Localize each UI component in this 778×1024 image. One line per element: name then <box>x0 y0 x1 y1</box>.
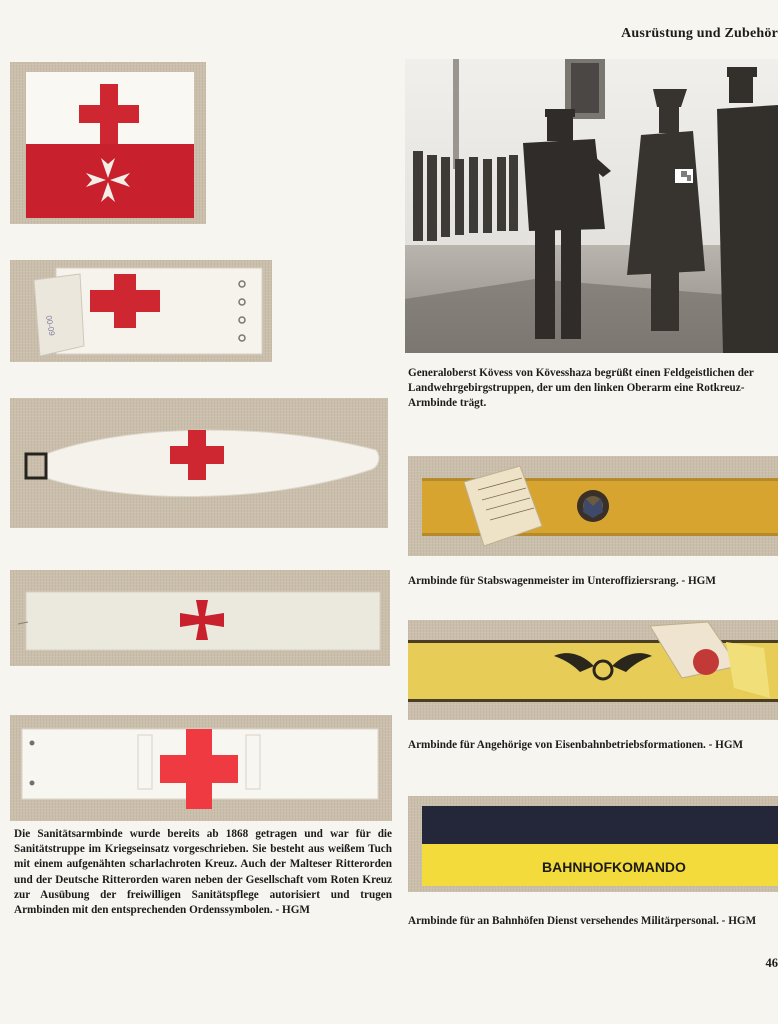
page-number: 46 <box>765 956 778 970</box>
caption-general-photo: Generaloberst Kövess von Kövesshaza begrüßt einen Feldgeistlichen der Landwehrgebirgstruppen, der um den linken Oberarm eine Rotkreuz-Armbinde trägt. <box>408 367 754 410</box>
bahnhofkomando-label: BAHNHOFKOMANDO <box>542 859 686 875</box>
photo-stabswagenmeister-armband <box>408 456 778 556</box>
svg-text:00-09: 00-09 <box>44 314 57 337</box>
caption-stabswagenmeister: Armbinde für Stabswagenmeister im Unteroffiziersrang. - HGM <box>408 575 716 587</box>
photo-generaloberst-kovess <box>405 59 778 353</box>
photo-teutonic-cross-armband <box>10 570 390 666</box>
photo-red-cross-armband-hooks <box>10 260 272 362</box>
caption-eisenbahn: Armbinde für Angehörige von Eisenbahnbetriebsformationen. - HGM <box>408 739 744 751</box>
photo-bahnhof-armband <box>408 796 778 892</box>
caption-bahnhof: Armbinde für an Bahnhöfen Dienst versehendes Militärpersonal. - HGM <box>408 915 757 927</box>
photo-eisenbahn-armband <box>408 620 778 720</box>
photo-red-cross-armband-buckle <box>10 398 388 528</box>
photo-red-cross-armband-stamped <box>10 715 392 821</box>
photo-maltese-armband <box>10 62 206 224</box>
sanitaet-description: Die Sanitätsarmbinde wurde bereits ab 1868 getragen und war für die Sanitätstruppe im Kriegseinsatz vorgeschrieben. Sie besteht aus weißem Tuch mit einem aufgenähten scharlachroten Kreuz. Auch der Malteser Ritterorden und der Deutsche Ritterorden waren neben der Gesellschaft vom Roten Kreuz zur Ausübung der freiwilligen Sanitätspflege autorisiert und trugen Armbinden mit den entsprechenden Ordenssymbolen. - HGM <box>14 828 392 917</box>
running-head: Ausrüstung und Zubehör <box>621 26 778 41</box>
